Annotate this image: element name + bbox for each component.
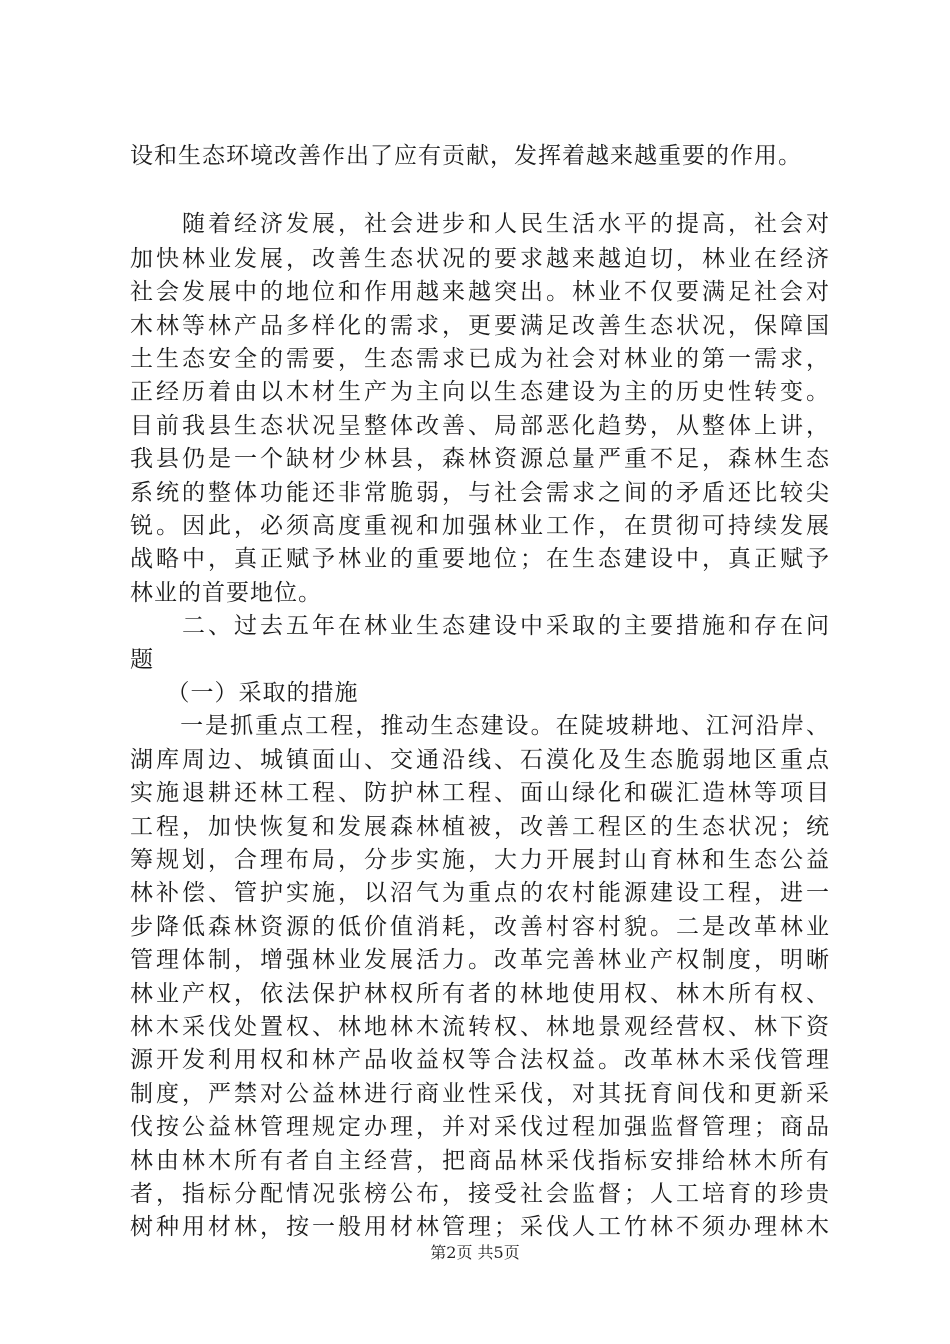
text-line: 者，指标分配情况张榜公布，接受社会监督；人工培育的珍贵: [130, 1181, 830, 1207]
text-line: 社会发展中的地位和作用越来越突出。林业不仅要满足社会对: [130, 279, 830, 306]
text-line: 锐。因此，必须高度重视和加强林业工作，在贯彻可持续发展: [130, 513, 830, 539]
text-line: 正经历着由以木材生产为主向以生态建设为主的历史性转变。: [130, 379, 830, 406]
text-line: 加快林业发展，改善生态状况的要求越来越迫切，林业在经济: [130, 245, 830, 272]
text-line: 林木采伐处置权、林地林木流转权、林地景观经营权、林下资: [130, 1014, 830, 1040]
text-line: 目前我县生态状况呈整体改善、局部恶化趋势，从整体上讲，: [130, 412, 830, 439]
text-line: 林业产权，依法保护林权所有者的林地使用权、林木所有权、: [130, 980, 830, 1007]
text-line: 我县仍是一个缺材少林县，森林资源总量严重不足，森林生态: [130, 446, 830, 473]
text-line: 题: [130, 646, 154, 673]
text-line: 林由林木所有者自主经营，把商品林采伐指标安排给林木所有: [130, 1147, 830, 1174]
text-line: 管理体制，增强林业发展活力。改革完善林业产权制度，明晰: [130, 947, 830, 974]
text-line: 步降低森林资源的低价值消耗，改善村容村貌。二是改革林业: [130, 913, 830, 940]
text-line: 湖库周边、城镇面山、交通沿线、石漠化及生态脆弱地区重点: [130, 746, 830, 773]
text-line: 林业的首要地位。: [130, 579, 322, 606]
text-line: 战略中，真正赋予林业的重要地位；在生态建设中，真正赋予: [130, 546, 830, 573]
text-line: 伐按公益林管理规定办理，并对采伐过程加强监督管理；商品: [130, 1114, 830, 1141]
text-line: 实施退耕还林工程、防护林工程、面山绿化和碳汇造林等项目: [130, 780, 830, 807]
text-line: 树种用材林，按一般用材林管理；采伐人工竹林不须办理林木: [130, 1214, 830, 1241]
text-line: （一）采取的措施: [130, 680, 359, 706]
text-line: 随着经济发展，社会进步和人民生活水平的提高，社会对: [130, 211, 830, 238]
text-line: 林补偿、管护实施，以沼气为重点的农村能源建设工程，进一: [130, 880, 830, 907]
text-line: 源开发利用权和林产品收益权等合法权益。改革林木采伐管理: [130, 1047, 830, 1074]
text-line: 设和生态环境改善作出了应有贡献，发挥着越来越重要的作用。: [130, 143, 802, 169]
text-line: 工程，加快恢复和发展森林植被，改善工程区的生态状况；统: [130, 813, 830, 840]
text-line: 木林等林产品多样化的需求，更要满足改善生态状况，保障国: [130, 312, 830, 339]
text-line: 系统的整体功能还非常脆弱，与社会需求之间的矛盾还比较尖: [130, 479, 830, 506]
text-line: 筹规划，合理布局，分步实施，大力开展封山育林和生态公益: [130, 847, 830, 873]
text-line: 二、过去五年在林业生态建设中采取的主要措施和存在问: [130, 613, 830, 640]
text-line: 一是抓重点工程，推动生态建设。在陡坡耕地、江河沿岸、: [130, 713, 830, 740]
text-line: 土生态安全的需要，生态需求已成为社会对林业的第一需求，: [130, 346, 830, 372]
text-line: 制度，严禁对公益林进行商业性采伐，对其抚育间伐和更新采: [130, 1080, 830, 1107]
page-footer: 第2页 共5页: [430, 1243, 520, 1262]
